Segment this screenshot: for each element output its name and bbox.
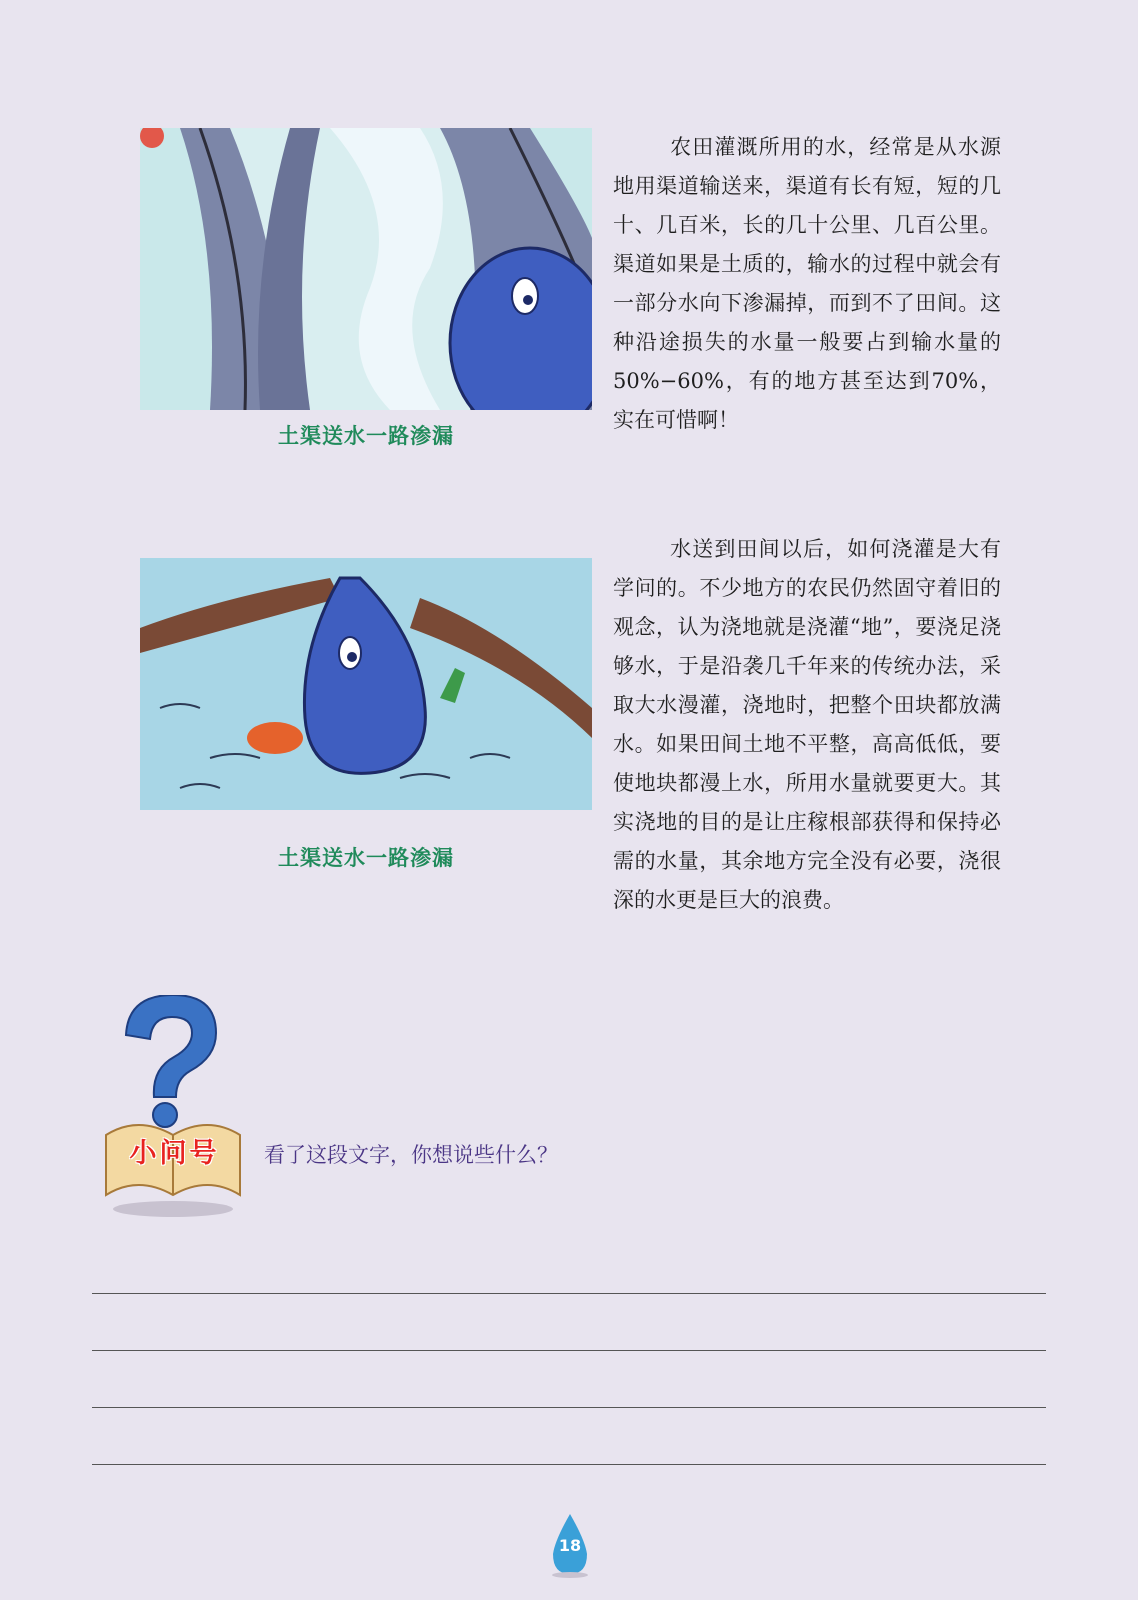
section-flood-irrigation <box>0 530 1138 970</box>
question-prompt: 看了这段文字，你想说些什么？ <box>264 1143 558 1167</box>
answer-line[interactable] <box>92 1464 1046 1465</box>
answer-line[interactable] <box>92 1293 1046 1294</box>
paragraph-flood-irrigation <box>613 530 1001 920</box>
question-mark-book-icon <box>98 995 248 1225</box>
answer-lines[interactable] <box>92 1293 1046 1521</box>
page-number: 18 <box>558 1536 582 1555</box>
illustration-earth-canal <box>140 128 592 410</box>
paragraph-flood-irrigation-text: 水送到田间以后，如何浇灌是大有学问的。不少地方的农民仍然固守着旧的观念，认为浇地就是浇灌“地”，要浇足浇够水，于是沿袭几千年来的传统办法，采取大水漫灌，浇地时，把整个田块都放满水。如果田间土地不平整，高高低低，要使地块都漫上水，所用水量就要更大。其实浇地的目的是让庄稼根部获得和保持必需的水量，其余地方完全没有必要，浇很深的水更是巨大的浪费。 <box>613 537 1001 912</box>
earth-canal-cartoon-image <box>140 128 592 410</box>
paragraph-earth-canal <box>613 128 1001 440</box>
question-block <box>98 995 798 1225</box>
flood-irrigation-cartoon-image <box>140 558 592 810</box>
paragraph-earth-canal-text: 农田灌溉所用的水，经常是从水源地用渠道输送来，渠道有长有短，短的几十、几百米，长的几十公里、几百公里。渠道如果是土质的，输水的过程中就会有一部分水向下渗漏掉，而到不了田间。这种沿途损失的水量一般要占到输水量的50%−60%，有的地方甚至达到70%，实在可惜啊！ <box>613 135 1001 432</box>
caption-earth-canal: 土渠送水一路渗漏 <box>278 424 454 448</box>
caption-flood-irrigation: 土渠送水一路渗漏 <box>278 846 454 870</box>
small-question-badge: 小问号 <box>129 1137 220 1169</box>
illustration-flood-irrigation <box>140 558 592 810</box>
answer-line[interactable] <box>92 1350 1046 1351</box>
section-earth-canal <box>0 128 1138 458</box>
answer-line[interactable] <box>92 1407 1046 1408</box>
